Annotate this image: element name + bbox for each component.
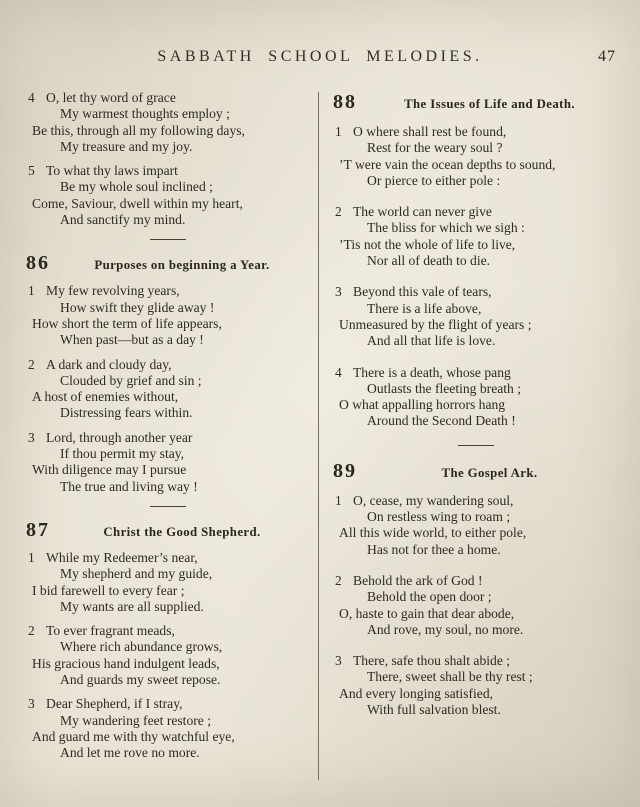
verse-line: O, let thy word of grace [46,90,176,105]
verse-line: A dark and cloudy day, [46,356,172,372]
verse-number: 5 [28,163,35,179]
verse-number: 3 [28,429,35,445]
verse-line: While my Redeemer’s near, [46,549,198,565]
verse-line: Clouded by grief and sin ; [60,372,202,388]
verse-number: 1 [335,492,342,508]
verse-line: Has not for thee a home. [367,541,501,557]
hymn-heading [333,460,618,483]
verse-line: Come, Saviour, dwell within my heart, [32,195,243,211]
verse-line: There is a life above, [367,300,482,316]
verse-line: Behold the open door ; [367,589,492,605]
verse-line: My shepherd and my guide, [60,566,213,582]
verse-number: 1 [335,124,342,139]
hymn-number: 89 [333,459,357,482]
verse [333,284,618,349]
hymn-number: 87 [26,518,50,541]
verse-line: And all that life is love. [367,333,496,349]
hymn-number: 86 [26,252,50,275]
verse-line: And sanctify my mind. [60,212,186,228]
verse-line: My wants are all supplied. [60,598,204,614]
page-title: SABBATH SCHOOL MELODIES. [157,48,483,65]
hymn-heading [26,252,310,275]
verse [26,90,310,155]
verse [333,573,618,638]
verse-line: I bid farewell to every fear ; [32,582,185,598]
verse-number: 3 [335,653,342,669]
verse [26,430,310,495]
verse [26,550,310,615]
hymn-heading [333,91,618,114]
hymn-title: Purposes on beginning a Year. [94,258,270,273]
verse-line: If thou permit my stay, [60,446,185,462]
verse-line: A host of enemies without, [32,389,179,405]
verse-number: 3 [335,284,342,300]
verse [26,623,310,688]
hymn-number: 88 [333,91,357,113]
verse-line: Behold the ark of God ! [353,572,483,588]
verse-line: Dear Shepherd, if I stray, [46,696,183,712]
page-number: 47 [598,48,616,65]
verse-line: My few revolving years, [46,283,180,299]
verse-line: Nor all of death to die. [367,253,491,269]
verse-line: ’T were vain the ocean depths to sound, [339,156,556,172]
verse-number: 2 [335,572,342,588]
verse-number: 2 [335,204,342,220]
verse-line: The world can never give [353,204,492,220]
page-header [0,0,640,74]
verse-line: And guards my sweet repose. [60,672,221,688]
verse-number: 2 [28,356,35,372]
verse-line: Outlasts the fleeting breath ; [367,380,522,396]
section-divider [458,445,494,446]
verse-line: There, safe thou shalt abide ; [353,653,511,669]
verse-line: Around the Second Death ! [367,413,516,429]
verse-line: My wandering feet restore ; [60,712,211,728]
verse-line: With diligence may I pursue [32,462,187,478]
verse-line: All this wide world, to either pole, [339,525,527,541]
verse-line: How short the term of life appears, [32,315,222,331]
verse-line: Rest for the weary soul ? [367,140,503,156]
verse-line: Beyond this vale of tears, [353,284,492,300]
verse-line: And let me rove no more. [60,745,200,761]
verse-line: And rove, my soul, no more. [367,621,524,637]
verse-line: My treasure and my joy. [60,138,193,154]
verse-number: 4 [335,364,342,380]
section-divider [150,239,186,240]
verse-line: When past—but as a day ! [60,332,204,348]
verse-number: 3 [28,696,35,712]
verse-line: Where rich abundance grows, [60,639,223,655]
verse-line: Be this, through all my following days, [32,122,245,138]
verse-line: Unmeasured by the flight of years ; [339,316,532,332]
verse-line: The bliss for which we sigh : [367,220,525,236]
verse [26,283,310,348]
verse-line: Lord, through another year [46,429,193,445]
verse-number: 2 [28,623,35,639]
verse-line: There is a death, whose pang [353,364,511,380]
verse [333,124,618,189]
verse [333,653,618,718]
hymn-title: Christ the Good Shepherd. [103,524,261,539]
verse-line: And guard me with thy watchful eye, [32,728,235,744]
verse-line: Or pierce to either pole : [367,172,501,188]
verse-line: Distressing fears within. [60,405,193,421]
verse-line: O, haste to gain that dear abode, [339,605,515,621]
section-divider [150,506,186,507]
verse [333,493,618,558]
verse-line: The true and living way ! [60,478,198,494]
verse [333,365,618,430]
verse-line: On restless wing to roam ; [367,509,511,525]
verse-line: And every longing satisfied, [339,685,494,701]
hymn-heading [26,519,310,542]
text-columns [0,74,640,780]
verse-line: O what appalling horrors hang [339,397,506,413]
verse-line: His gracious hand indulgent leads, [32,655,220,671]
verse-line: How swift they glide away ! [60,299,215,315]
hymn-title: The Gospel Ark. [441,465,538,480]
verse-number: 4 [28,90,35,105]
verse-line: O where shall rest be found, [353,124,507,139]
verse-line: Be my whole soul inclined ; [60,179,213,195]
verse-line: To what thy laws impart [46,163,178,179]
verse [26,696,310,761]
verse [26,357,310,422]
verse-number: 1 [28,283,35,299]
verse [333,204,618,269]
verse-line: To ever fragrant meads, [46,623,175,639]
verse-line: O, cease, my wandering soul, [353,492,514,508]
verse [26,163,310,228]
verse-line: With full salvation blest. [367,702,501,718]
verse-line: ’Tis not the whole of life to live, [339,236,516,252]
verse-number: 1 [28,549,35,565]
hymn-title: The Issues of Life and Death. [404,97,575,111]
right-column [319,90,618,733]
verse-line: My warmest thoughts employ ; [60,106,230,122]
left-column [26,90,318,770]
verse-line: There, sweet shall be thy rest ; [367,669,533,685]
